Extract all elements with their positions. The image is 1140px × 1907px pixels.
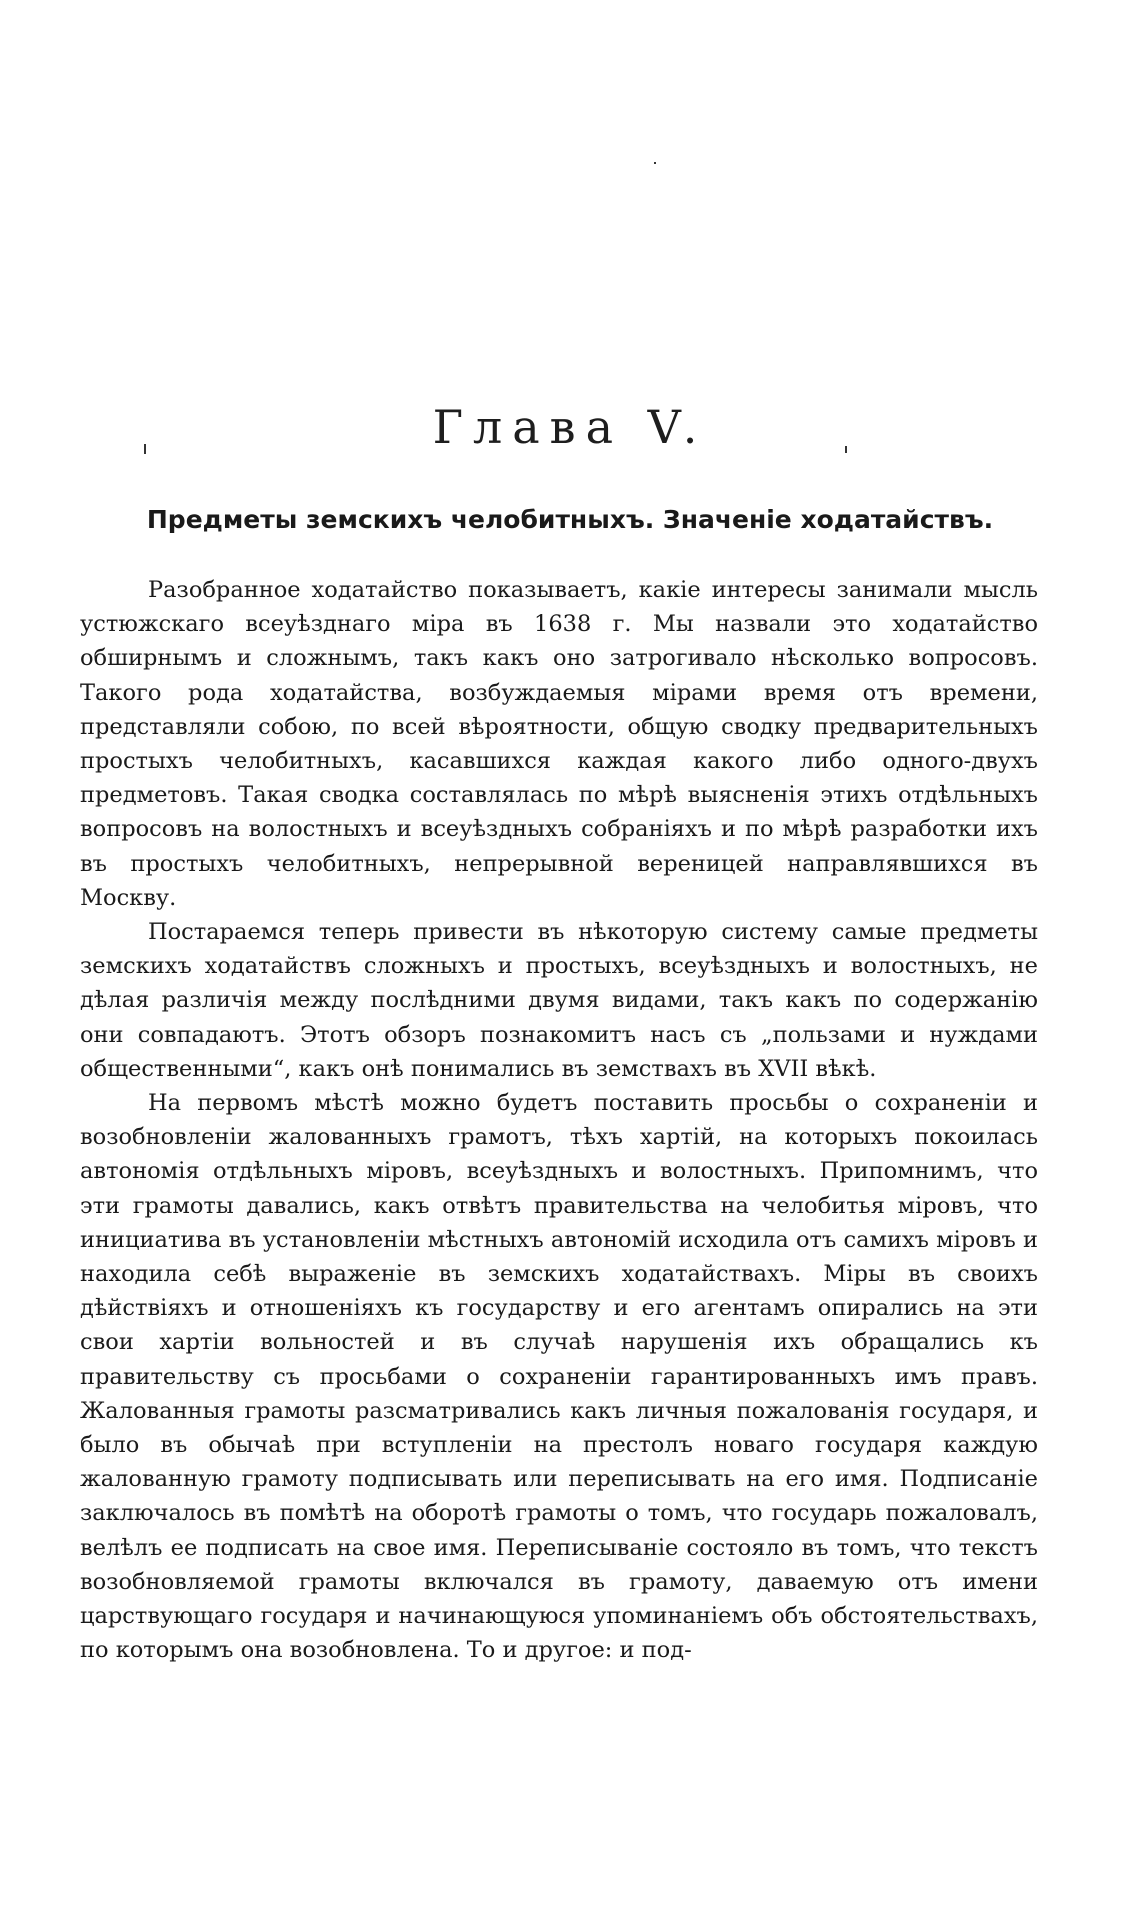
body-text [80,573,1038,1668]
print-speck [654,162,656,164]
paragraph: Разобранное ходатайство показываетъ, какiе интересы занимали мысль устюжскаго всеуѣзднаго мiра въ 1638 г. Мы назвали это ходатайство обширнымъ и сложнымъ, такъ какъ оно затрогивало нѣсколько вопросовъ. Такого рода ходатайства, возбуждаемыя мiрами время отъ времени, представляли собою, по всей вѣроятности, общую сводку предварительныхъ простыхъ челобитныхъ, касавшихся каждая какого либо одного-двухъ предметовъ. Такая сводка составлялась по мѣрѣ выясненiя этихъ отдѣльныхъ вопросовъ на волостныхъ и всеуѣздныхъ собранiяхъ и по мѣрѣ разработки ихъ въ простыхъ челобитныхъ, непрерывной вереницей направлявшихся въ Москву. [80,577,1038,911]
paragraph: Постараемся теперь привести въ нѣкоторую систему самые предметы земскихъ ходатайствъ сложныхъ и простыхъ, всеуѣздныхъ и волостныхъ, не дѣлая различiя между послѣдними двумя видами, такъ какъ по содержанiю они совпадаютъ. Этотъ обзоръ познакомитъ насъ съ „пользами и нуждами общественными“, какъ онѣ понимались въ земствахъ въ XVII вѣкѣ. [80,919,1038,1082]
chapter-title: Глава V. [432,400,708,454]
chapter-subtitle: Предметы земскихъ челобитныхъ. Значенiе ходатайствъ. [146,505,994,534]
paragraph: На первомъ мѣстѣ можно будетъ поставить просьбы о сохраненiи и возобновленiи жалованныхъ грамотъ, тѣхъ хартiй, на которыхъ покоилась автономiя отдѣльныхъ мiровъ, всеуѣздныхъ и волостныхъ. Припомнимъ, что эти грамоты давались, какъ отвѣтъ правительства на челобитья мiровъ, что инициатива въ установленiи мѣстныхъ автономiй исходила отъ самихъ мiровъ и находила себѣ выраженiе въ земскихъ ходатайствахъ. Мiры въ своихъ дѣйствiяхъ и отношенiяхъ къ государству и его агентамъ опирались на эти свои хартiи вольностей и въ случаѣ нарушенiя ихъ обращались къ правительству съ просьбами о сохраненiи гарантированныхъ имъ правъ. Жалованныя грамоты разсматривались какъ личныя пожалованiя государя, и было въ обычаѣ при вступленiи на престолъ новаго государя каждую жалованную грамоту подписывать или переписывать на его имя. Подписанiе заключалось въ помѣтѣ на оборотѣ грамоты о томъ, что государь пожаловалъ, велѣлъ ее подписать на свое имя. Переписыванiе состояло въ томъ, что текстъ возобновляемой грамоты включался въ грамоту, даваемую отъ имени царствующаго государя и начинающуюся упоминанiемъ объ обстоятельствахъ, по которымъ она возобновлена. То и другое: и под- [80,1090,1038,1664]
